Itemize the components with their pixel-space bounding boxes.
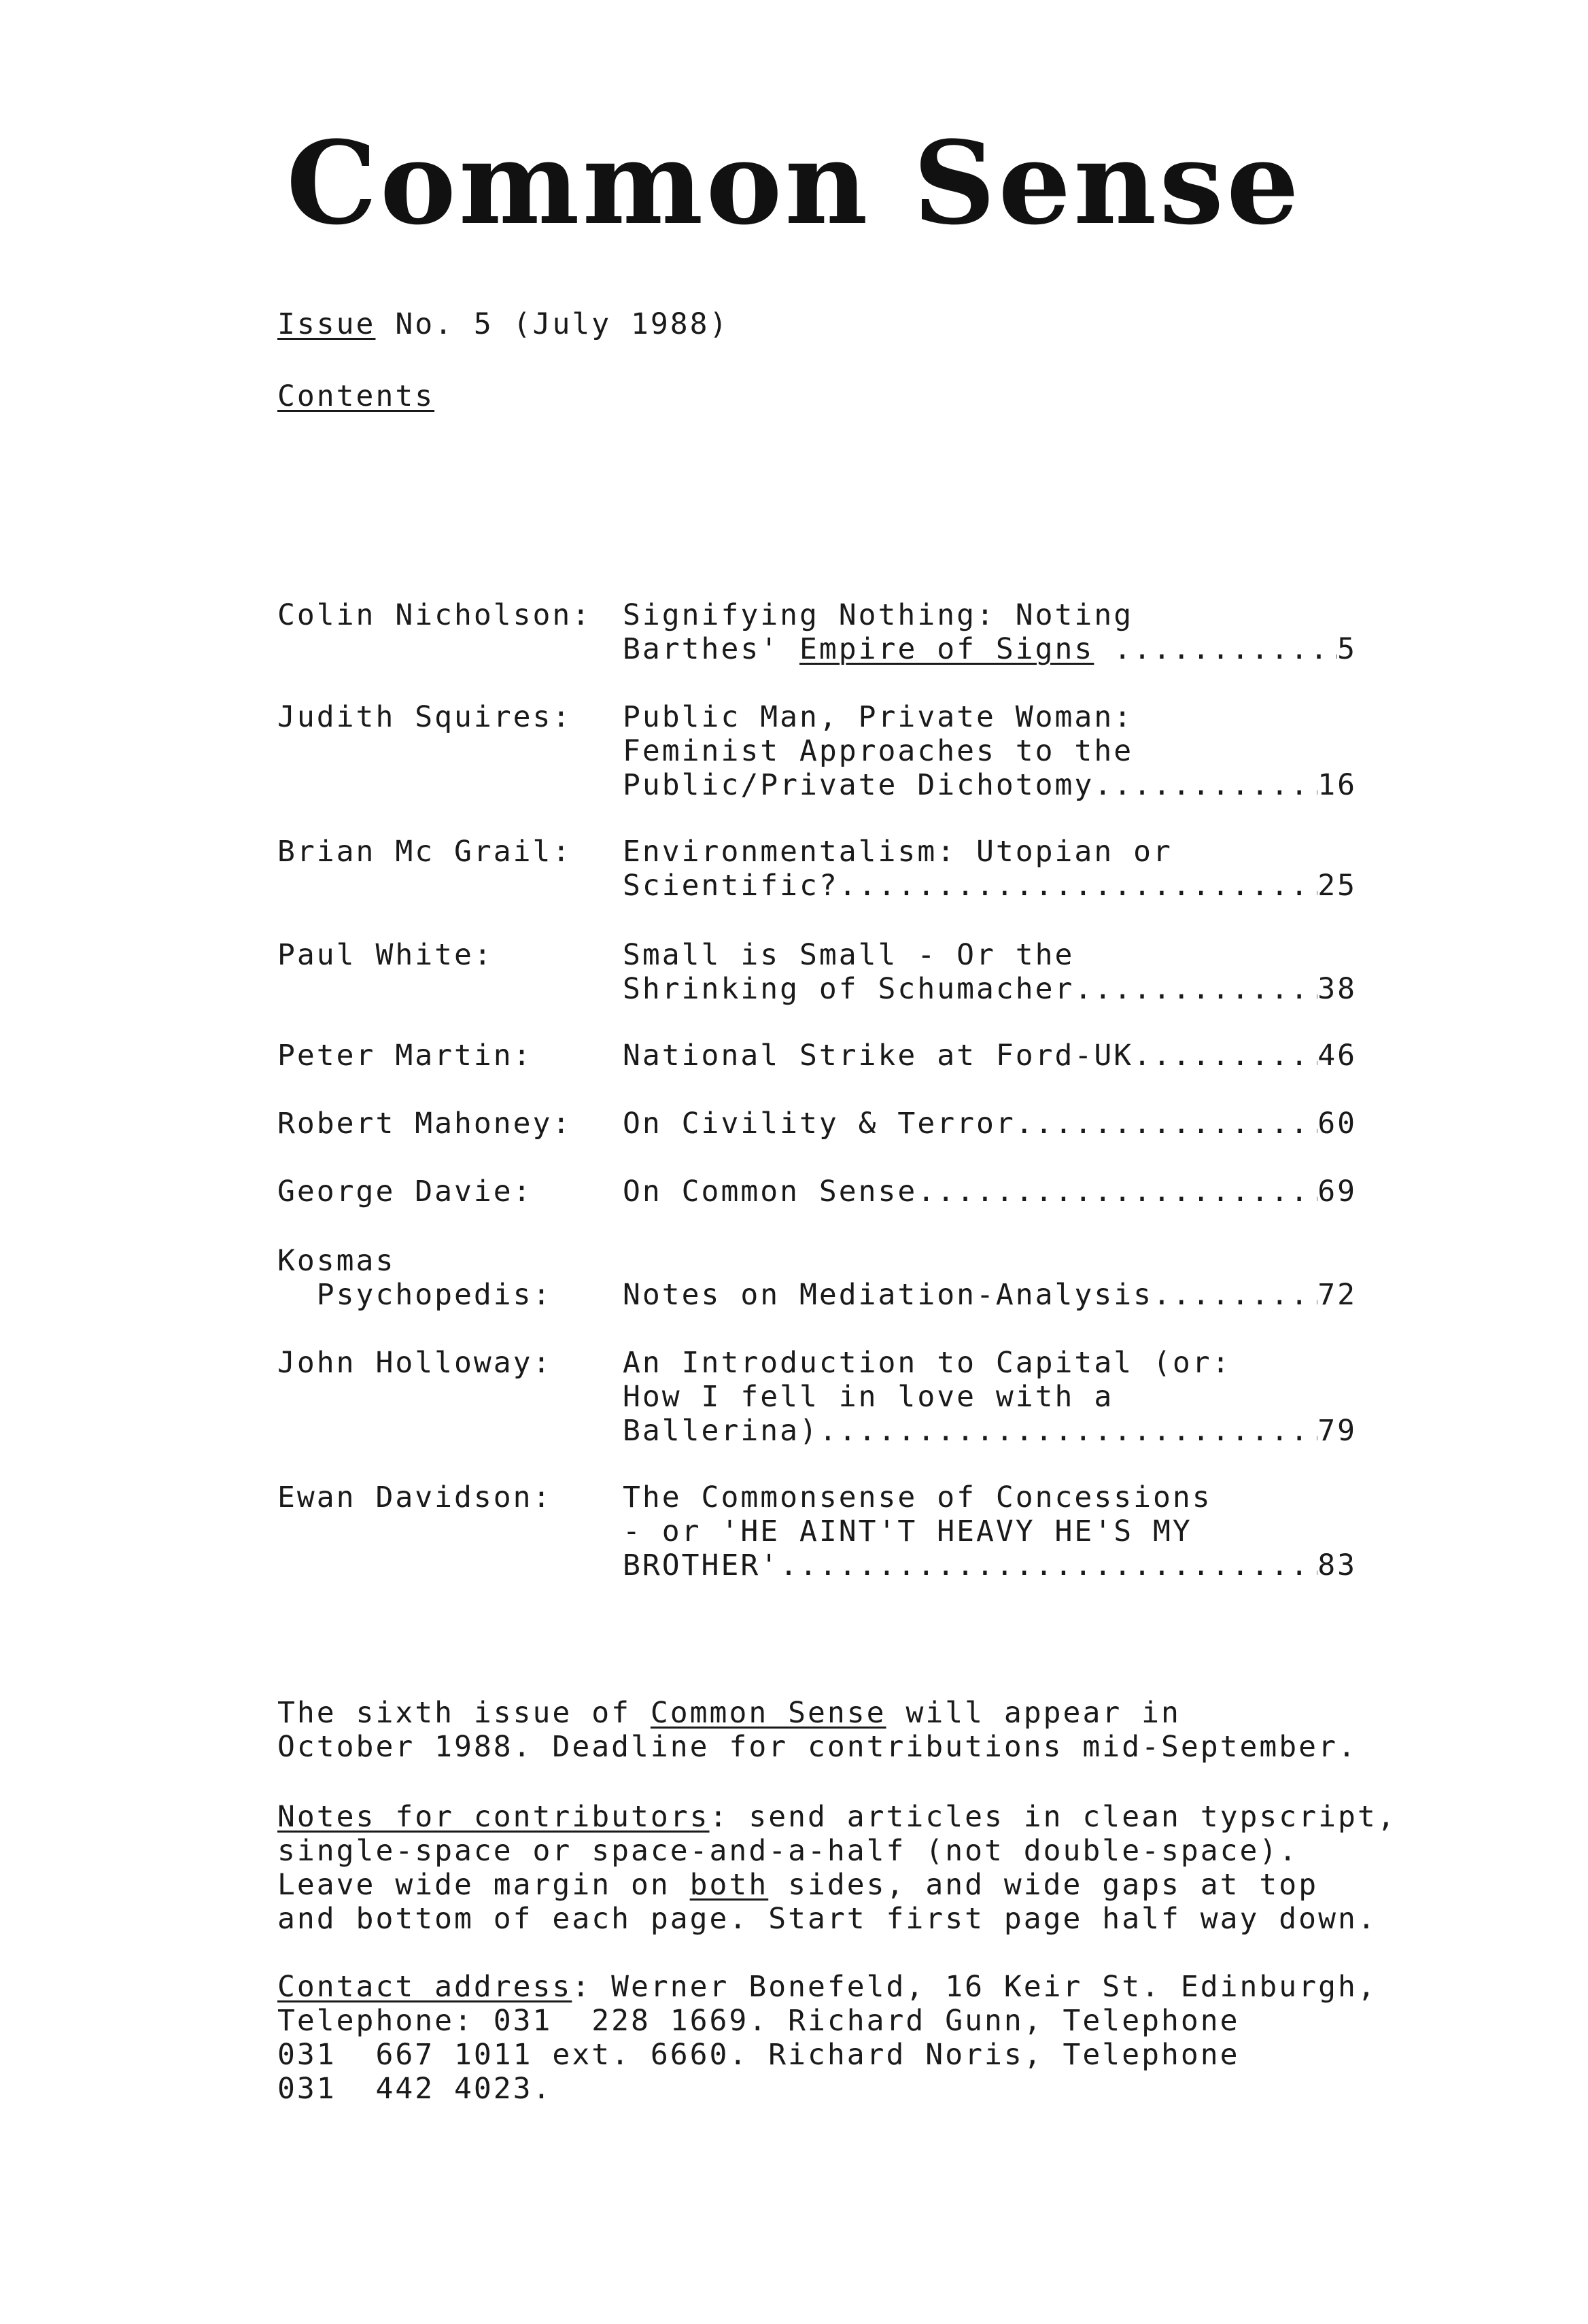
toc-title-line: The Commonsense of Concessions <box>623 1480 1212 1514</box>
toc-title-line: - or 'HE AINT'T HEAVY HE'S MY <box>623 1514 1192 1548</box>
notes-text: single-space or space-and-a-half (not double-space). <box>277 1834 1299 1868</box>
toc-entry-title <box>623 1346 1357 1448</box>
toc-author: Judith Squires: <box>277 700 572 734</box>
toc-title-line: Small is Small - Or the <box>623 938 1075 972</box>
issue-label: Issue <box>277 307 376 341</box>
toc-author: John Holloway: <box>277 1346 553 1380</box>
toc-entry-title <box>623 835 1357 903</box>
toc-author: Peter Martin: <box>277 1039 533 1073</box>
toc-page-number: 16 <box>1317 768 1357 802</box>
issue-number-date: No. 5 (July 1988) <box>375 307 729 341</box>
issue-line <box>277 307 729 341</box>
contact-text: 031 667 1011 ext. 6660. Richard Noris, Telephone <box>277 2038 1240 2072</box>
toc-title-line: How I fell in love with a <box>623 1380 1114 1414</box>
toc-title-line: Feminist Approaches to the <box>623 734 1134 768</box>
toc-leader-dots <box>819 1414 1317 1448</box>
contact-text: Telephone: 031 228 1669. Richard Gunn, Telephone <box>277 2004 1240 2038</box>
toc-page-number: 25 <box>1317 869 1357 903</box>
toc-author: Brian Mc Grail: <box>277 835 572 869</box>
toc-title-line: Public/Private Dichotomy <box>623 768 1094 802</box>
contents-heading: Contents <box>277 379 435 413</box>
toc-page-number: 69 <box>1317 1175 1357 1209</box>
toc-entry-title <box>623 598 1357 666</box>
notes-text: sides, and wide gaps at top <box>768 1868 1319 1902</box>
contact-label: Contact address <box>277 1970 572 2004</box>
journal-title-ref: Common Sense <box>650 1696 886 1730</box>
toc-author: Kosmas Psychopedis: <box>277 1244 553 1312</box>
toc-title-line: Signifying Nothing: Noting <box>623 598 1134 632</box>
toc-leader-dots <box>780 1548 1317 1582</box>
toc-leader-dots <box>1094 768 1317 802</box>
contact-text: : Werner Bonefeld, 16 Keir St. Edinburgh, <box>572 1970 1377 2004</box>
toc-page-number: 83 <box>1317 1548 1357 1582</box>
next-issue-text: The sixth issue of <box>277 1696 651 1730</box>
next-issue-paragraph <box>277 1696 1433 1764</box>
toc-leader-dots <box>1074 972 1317 1006</box>
toc-title-line: Environmentalism: Utopian or <box>623 835 1173 869</box>
toc-title-line: Public Man, Private Woman: <box>623 700 1134 734</box>
toc-page-number: 46 <box>1317 1039 1357 1073</box>
toc-entry-title <box>623 938 1357 1006</box>
toc-title-line: On Common Sense <box>623 1175 918 1209</box>
toc-title-line: Ballerina) <box>623 1414 819 1448</box>
notes-emphasis: both <box>689 1868 769 1902</box>
toc-entry-title <box>623 1175 1357 1209</box>
toc-entry-title <box>623 1278 1357 1312</box>
toc-title-line: Barthes' <box>623 632 799 666</box>
next-issue-deadline: October 1988. Deadline for contributions mid-September. <box>277 1730 1358 1764</box>
toc-entry-title <box>623 700 1357 802</box>
toc-title-line: BROTHER' <box>623 1548 780 1582</box>
toc-title-line: An Introduction to Capital (or: <box>623 1346 1232 1380</box>
toc-leader-dots <box>1016 1107 1317 1141</box>
toc-leader-dots <box>1114 632 1337 666</box>
toc-title-line: National Strike at Ford-UK <box>623 1039 1134 1073</box>
toc-leader-dots <box>1153 1278 1317 1312</box>
contact-address <box>277 1970 1433 2106</box>
toc-leader-dots <box>917 1175 1317 1209</box>
toc-author: George Davie: <box>277 1175 533 1209</box>
notes-text: and bottom of each page. Start first page half way down. <box>277 1902 1377 1936</box>
toc-page-number: 79 <box>1317 1414 1357 1448</box>
toc-page-number: 5 <box>1337 632 1357 666</box>
toc-title-line: Scientific? <box>623 869 839 903</box>
toc-page-number: 60 <box>1317 1107 1357 1141</box>
toc-page-number: 38 <box>1317 972 1357 1006</box>
toc-leader-dots <box>839 869 1317 903</box>
toc-title-line: Notes on Mediation-Analysis <box>623 1278 1153 1312</box>
notes-text: Leave wide margin on <box>277 1868 690 1902</box>
toc-leader-dots <box>1133 1039 1317 1073</box>
toc-author: Robert Mahoney: <box>277 1107 572 1141</box>
toc-title-spacer <box>1094 632 1114 666</box>
toc-entry-title <box>623 1107 1357 1141</box>
toc-entry-title <box>623 1480 1357 1582</box>
toc-title-underlined: Empire of Signs <box>799 632 1094 666</box>
toc-author: Colin Nicholson: <box>277 598 592 632</box>
toc-page-number: 72 <box>1317 1278 1357 1312</box>
toc-entry-title <box>623 1039 1357 1073</box>
toc-author: Ewan Davidson: <box>277 1480 553 1514</box>
masthead-title: Common Sense <box>286 116 1302 250</box>
notes-label: Notes for contributors <box>277 1800 710 1834</box>
toc-title-line: On Civility & Terror <box>623 1107 1016 1141</box>
notes-for-contributors <box>277 1800 1433 1936</box>
next-issue-text: will appear in <box>886 1696 1181 1730</box>
toc-author: Paul White: <box>277 938 494 972</box>
notes-text: : send articles in clean typscript, <box>709 1800 1397 1834</box>
toc-title-line: Shrinking of Schumacher <box>623 972 1075 1006</box>
contact-text: 031 442 4023. <box>277 2072 553 2106</box>
